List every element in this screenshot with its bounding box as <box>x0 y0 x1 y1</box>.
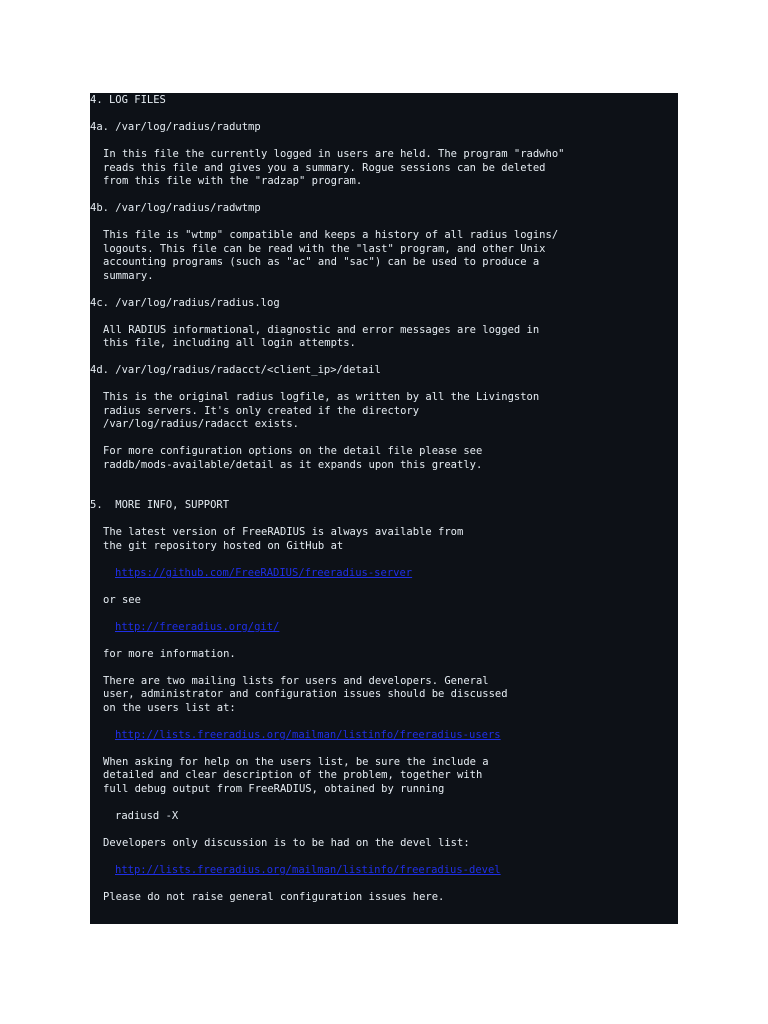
section-4b-heading: 4b. /var/log/radius/radwtmp <box>90 202 261 214</box>
blank-line <box>90 823 678 837</box>
blank-line <box>90 432 678 446</box>
blank-line <box>90 283 678 297</box>
readme-document <box>90 93 678 924</box>
blank-line <box>90 108 678 122</box>
blank-line <box>90 472 678 486</box>
paragraph-line: radius servers. It's only created if the directory <box>103 404 420 417</box>
users-list-link[interactable]: http://lists.freeradius.org/mailman/listinfo/freeradius-users <box>115 728 501 741</box>
paragraph-line: There are two mailing lists for users and developers. General <box>103 674 489 687</box>
devel-list-link[interactable]: http://lists.freeradius.org/mailman/listinfo/freeradius-devel <box>115 863 501 876</box>
blank-line <box>90 310 678 324</box>
paragraph-line: Developers only discussion is to be had on the devel list: <box>103 836 470 849</box>
blank-line <box>90 661 678 675</box>
paragraph-line: detailed and clear description of the problem, together with <box>103 769 483 781</box>
blank-line <box>90 135 678 149</box>
paragraph-line: from this file with the "radzap" program. <box>103 175 363 187</box>
blank-line <box>90 378 678 392</box>
github-link[interactable]: https://github.com/FreeRADIUS/freeradius-server <box>115 566 413 579</box>
paragraph-line: raddb/mods-available/detail as it expands upon this greatly. <box>103 458 483 471</box>
paragraph-line: Please do not raise general configuration issues here. <box>103 890 445 903</box>
blank-line <box>90 189 678 203</box>
link-line <box>90 621 678 635</box>
blank-line <box>90 742 678 756</box>
paragraph-line: this file, including all login attempts. <box>103 337 356 349</box>
paragraph-line: for more information. <box>103 647 236 660</box>
paragraph-line: /var/log/radius/radacct exists. <box>103 418 299 430</box>
link-line <box>90 729 678 743</box>
paragraph-line: The latest version of FreeRADIUS is always available from <box>103 526 464 538</box>
paragraph-line: For more configuration options on the detail file please see <box>103 445 483 457</box>
paragraph-line: logouts. This file can be read with the "last" program, and other Unix <box>103 242 546 255</box>
paragraph-line: This is the original radius logfile, as written by all the Livingston <box>103 391 540 403</box>
section-4c-heading: 4c. /var/log/radius/radius.log <box>90 296 280 309</box>
blank-line <box>90 877 678 891</box>
blank-line <box>90 351 678 365</box>
paragraph-line: accounting programs (such as "ac" and "sac") can be used to produce a <box>103 256 540 268</box>
command-line: radiusd -X <box>115 809 179 822</box>
paragraph-line: full debug output from FreeRADIUS, obtained by running <box>103 782 445 795</box>
link-line <box>90 864 678 878</box>
paragraph-line: or see <box>103 593 141 606</box>
section-4d-heading: 4d. /var/log/radius/radacct/<client_ip>/detail <box>90 364 381 376</box>
blank-line <box>90 715 678 729</box>
blank-line <box>90 580 678 594</box>
blank-line <box>90 634 678 648</box>
blank-line <box>90 513 678 527</box>
paragraph-line: the git repository hosted on GitHub at <box>103 539 344 552</box>
paragraph-line: user, administrator and configuration issues should be discussed <box>103 688 508 700</box>
section-5-heading: 5. MORE INFO, SUPPORT <box>90 499 230 511</box>
blank-line <box>90 216 678 230</box>
paragraph-line: summary. <box>103 269 154 282</box>
section-4a-heading: 4a. /var/log/radius/radutmp <box>90 121 261 133</box>
paragraph-line: When asking for help on the users list, be sure the include a <box>103 755 489 768</box>
paragraph-line: reads this file and gives you a summary. Rogue sessions can be deleted <box>103 161 546 174</box>
paragraph-line: In this file the currently logged in users are held. The program "radwho" <box>103 148 565 160</box>
section-4-heading: 4. LOG FILES <box>90 94 166 106</box>
blank-line <box>90 486 678 500</box>
blank-line <box>90 553 678 567</box>
paragraph-line: All RADIUS informational, diagnostic and error messages are logged in <box>103 323 540 336</box>
paragraph-line: on the users list at: <box>103 701 236 714</box>
link-line <box>90 567 678 581</box>
blank-line <box>90 796 678 810</box>
blank-line <box>90 850 678 864</box>
paragraph-line: This file is "wtmp" compatible and keeps a history of all radius logins/ <box>103 229 559 241</box>
freeradius-git-link[interactable]: http://freeradius.org/git/ <box>115 620 280 633</box>
blank-line <box>90 607 678 621</box>
